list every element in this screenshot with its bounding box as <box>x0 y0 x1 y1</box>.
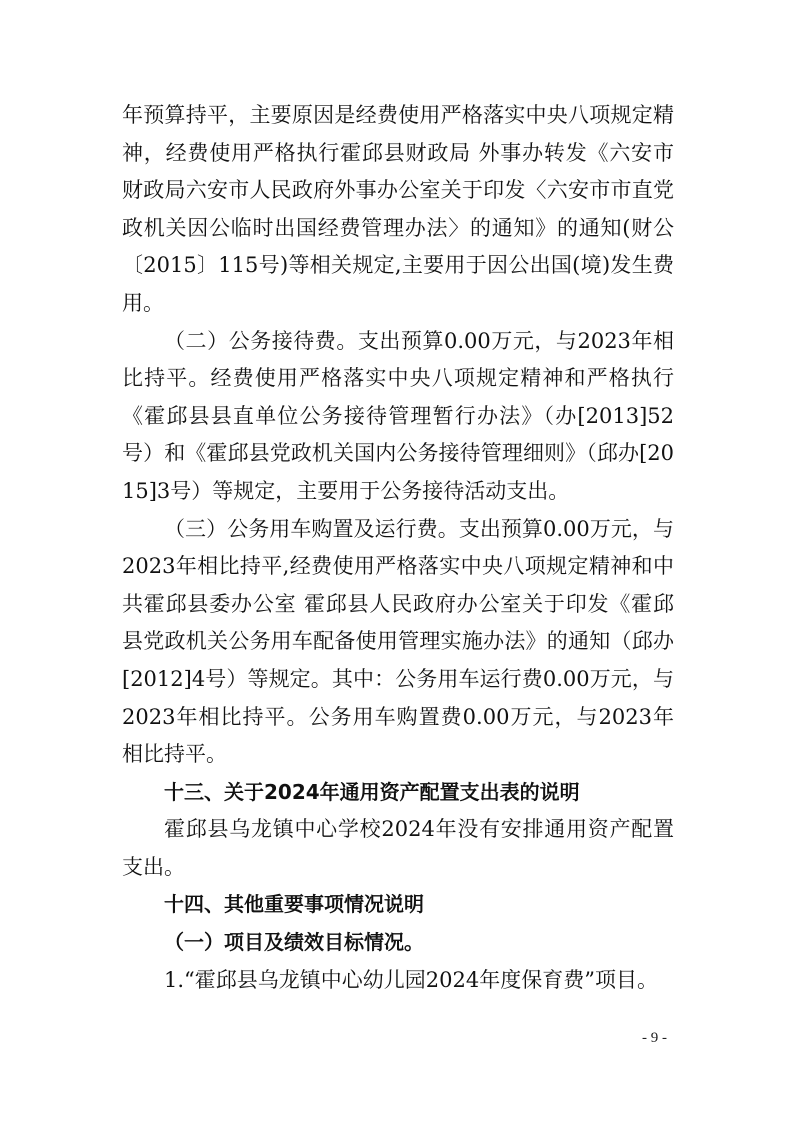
paragraph-reception-expense: （二）公务接待费。支出预算0.00万元，与2023年相比持平。经费使用严格落实中央八项规定精神和严格执行《霍邱县县直单位公务接待管理暂行办法》（办[2013]52号）和《霍邱县党政机关国内公务接待管理细则》（邱办[2015]3号）等规定，主要用于公务接待活动支出。 <box>122 328 674 503</box>
section-heading-14: 十四、其他重要事项情况说明 <box>164 892 424 917</box>
paragraph-asset-config: 霍邱县乌龙镇中心学校2024年没有安排通用资产配置支出。 <box>122 817 674 879</box>
subsection-heading-1: （一）项目及绩效目标情况。 <box>164 930 424 955</box>
section-heading-13: 十三、关于2024年通用资产配置支出表的说明 <box>164 779 580 804</box>
page-number: - 9 - <box>642 1030 667 1046</box>
paragraph-continuation: 年预算持平，主要原因是经费使用严格落实中央八项规定精神，经费使用严格执行霍邱县财政局 外事办转发《六安市财政局六安市人民政府外事办公室关于印发〈六安市市直党政机关因公临时出国经费管理办法〉的通知》的通知(财公〔2015〕115号)等相关规定,主要用于因公出国(境)发生费用。 <box>122 103 674 315</box>
paragraph-project-1: 1.“霍邱县乌龙镇中心幼儿园2024年度保育费”项目。 <box>164 967 658 992</box>
paragraph-vehicle-expense: （三）公务用车购置及运行费。支出预算0.00万元，与2023年相比持平,经费使用严格落实中央八项规定精神和中共霍邱县委办公室 霍邱县人民政府办公室关于印发《霍邱县党政机关公务用车配备使用管理实施办法》的通知（邱办[2012]4号）等规定。其中：公务用车运行费0.00万元，与2023年相比持平。公务用车购置费0.00万元，与2023年相比持平。 <box>122 516 674 767</box>
document-body <box>122 97 674 999</box>
